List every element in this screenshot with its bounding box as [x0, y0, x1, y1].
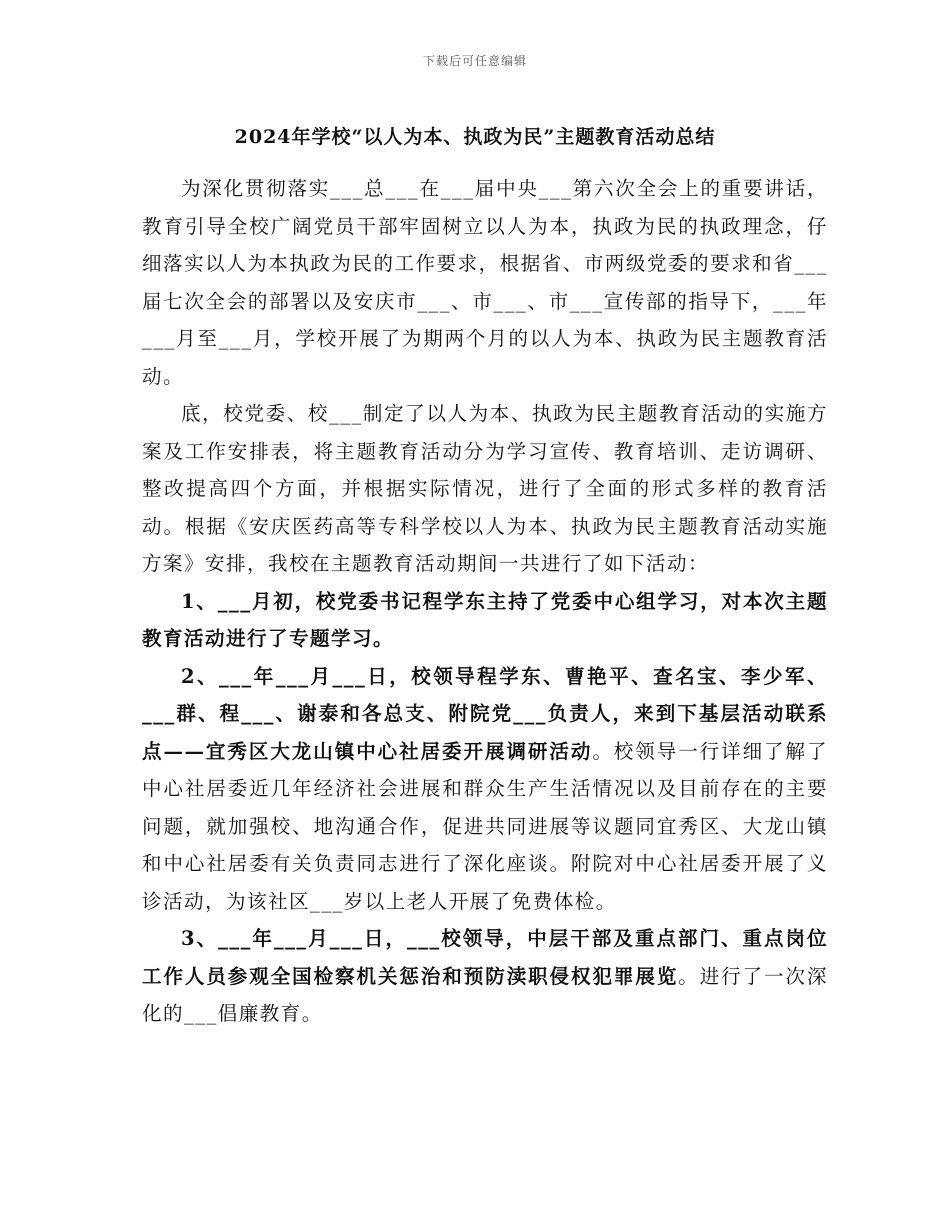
paragraph-item-2 [142, 658, 828, 921]
paragraph-item-1: 1、___月初，校党委书记程学东主持了党委中心组学习，对本次主题教育活动进行了专题学习。 [142, 589, 828, 650]
document-body [142, 170, 828, 1033]
item-3-heading: 3、___年___月___日，___校领导，中层干部及重点部门、重点岗位工作人员参观全国检察机关惩治和预防渎职侵权犯罪展览 [142, 927, 828, 988]
item-2-text: 。校领导一行详细了解了中心社居委近几年经济社会进展和群众生产生活情况以及目前存在的主要问题，就加强校、地沟通合作，促进共同进展等议题同宜秀区、大龙山镇和中心社居委有关负责同志进行了深化座谈。附院对中心社居委开展了义诊活动，为该社区___岁以上老人开展了免费体检。 [142, 739, 828, 913]
paragraph-intro: 为深化贯彻落实___总___在___届中央___第六次全会上的重要讲话，教育引导全校广阔党员干部牢固树立以人为本，执政为民的执政理念，仔细落实以人为本执政为民的工作要求，根据省、市两级党委的要求和省___届七次全会的部署以及安庆市___、市___、市___宣传部的指导下，___年___月至___月，学校开展了为期两个月的以人为本、执政为民主题教育活动。 [142, 177, 828, 388]
paragraph-plan: 底，校党委、校___制定了以人为本、执政为民主题教育活动的实施方案及工作安排表，将主题教育活动分为学习宣传、教育培训、走访调研、整改提高四个方面，并根据实际情况，进行了全面的形式多样的教育活动。根据《安庆医药高等专科学校以人为本、执政为民主题教育活动实施方案》安排，我校在主题教育活动期间一共进行了如下活动： [142, 402, 828, 575]
item-3-text: 。进行了一次深化的___倡廉教育。 [142, 964, 828, 1025]
document-title: 2024年学校“以人为本、执政为民”主题教育活动总结 [234, 126, 716, 148]
paragraph-item-3 [142, 920, 828, 1033]
item-2-heading: 2、___年___月___日，校领导程学东、曹艳平、查名宝、李少军、___群、程___、谢泰和各总支、附院党___负责人，来到下基层活动联系点——宜秀区大龙山镇中心社居委开展调研活动 [142, 664, 828, 763]
header-note: 下载后可任意编辑 [422, 54, 527, 68]
